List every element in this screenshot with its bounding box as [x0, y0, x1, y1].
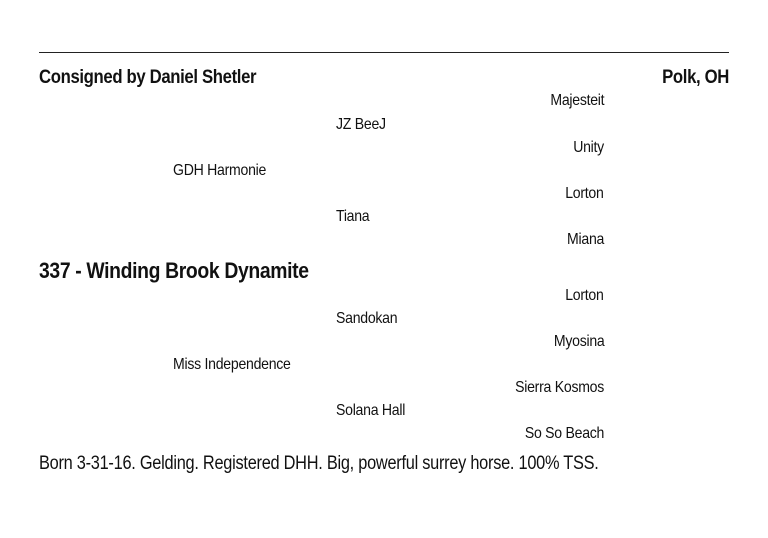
pedigree-dam-dam-sire: Sierra Kosmos — [515, 379, 604, 396]
pedigree-dam-sire-dam: Myosina — [553, 333, 604, 350]
horse-title: 337 - Winding Brook Dynamite — [39, 258, 309, 283]
pedigree-sire-sire: JZ BeeJ — [336, 116, 386, 133]
consignor-heading: Consigned by Daniel Shetler — [39, 67, 257, 88]
pedigree-dam: Miss Independence — [173, 356, 291, 373]
pedigree-dam-dam: Solana Hall — [336, 402, 406, 419]
pedigree-sire-dam: Tiana — [336, 208, 370, 225]
pedigree-dam-dam-dam: So So Beach — [524, 425, 604, 442]
pedigree-dam-sire: Sandokan — [336, 310, 398, 327]
location-heading: Polk, OH — [662, 67, 729, 88]
pedigree-sire-dam-sire: Lorton — [565, 185, 604, 202]
pedigree-sire: GDH Harmonie — [173, 162, 267, 179]
pedigree-sire-sire-sire: Majesteit — [550, 92, 604, 109]
pedigree-dam-sire-sire: Lorton — [565, 287, 604, 304]
top-divider — [39, 52, 729, 53]
pedigree-sire-sire-dam: Unity — [573, 139, 604, 156]
horse-description: Born 3-31-16. Gelding. Registered DHH. Big, powerful surrey horse. 100% TSS. — [39, 453, 599, 474]
pedigree-sire-dam-dam: Miana — [566, 231, 604, 248]
